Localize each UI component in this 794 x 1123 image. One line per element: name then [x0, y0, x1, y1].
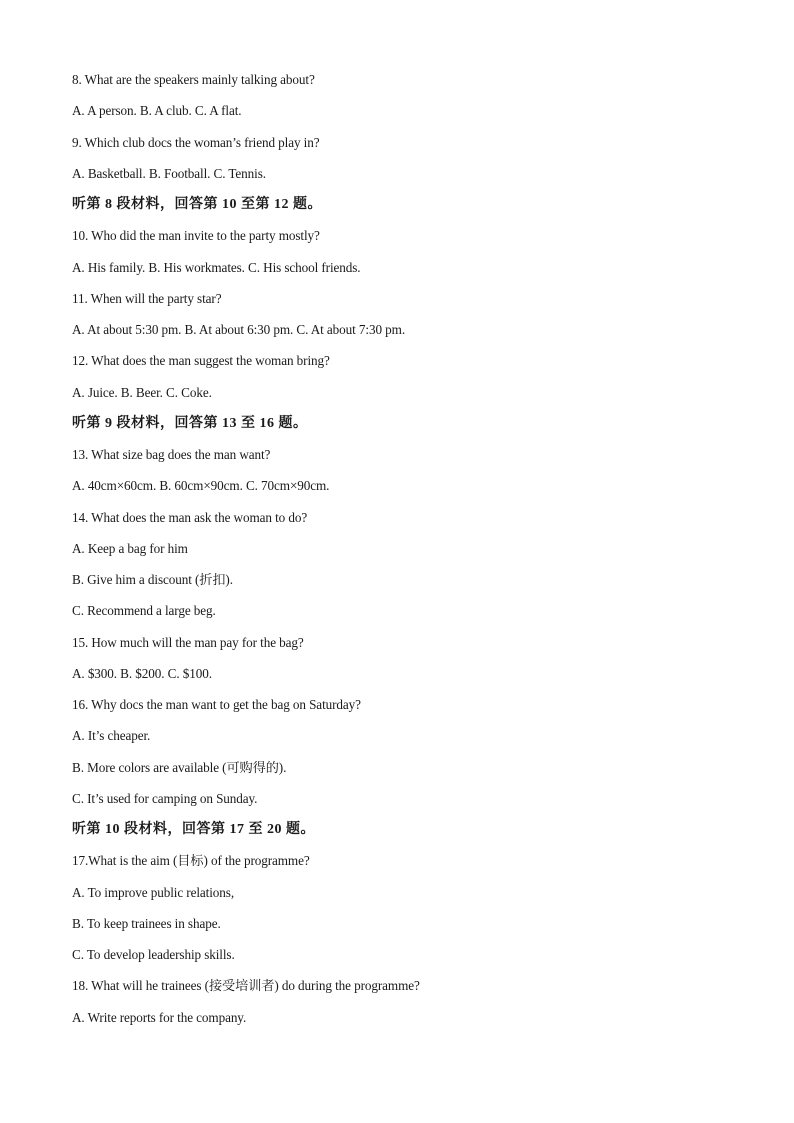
document-page	[72, 64, 732, 1033]
option-16-b: B. More colors are available (可购得的).	[72, 759, 287, 775]
option-16-a: A. It’s cheaper.	[72, 728, 151, 744]
question-17: 17.What is the aim (目标) of the programme?	[72, 853, 310, 869]
question-15: 15. How much will the man pay for the bag?	[72, 634, 304, 650]
options-13: A. 40cm×60cm. B. 60cm×90cm. C. 70cm×90cm.	[72, 478, 330, 494]
options-15: A. $300. B. $200. C. $100.	[72, 665, 212, 681]
section-heading-9: 听第 9 段材料，回答第 13 至 16 题。	[72, 415, 308, 431]
option-14-b: B. Give him a discount (折扣).	[72, 572, 233, 587]
question-10: 10. Who did the man invite to the party mostly?	[72, 228, 320, 244]
option-16-c: C. It’s used for camping on Sunday.	[72, 790, 258, 806]
section-heading-8: 听第 8 段材料，回答第 10 至第 12 题。	[72, 197, 322, 212]
options-10: A. His family. B. His workmates. C. His school friends.	[72, 259, 361, 275]
option-17-b: B. To keep trainees in shape.	[72, 915, 221, 931]
option-17-a: A. To improve public relations,	[72, 884, 235, 900]
section-heading-10: 听第 10 段材料，回答第 17 至 20 题。	[72, 822, 315, 837]
question-11: 11. When will the party star?	[72, 290, 222, 306]
question-16: 16. Why docs the man want to get the bag on Saturday?	[72, 697, 361, 712]
options-12: A. Juice. B. Beer. C. Coke.	[72, 384, 212, 400]
option-14-a: A. Keep a bag for him	[72, 540, 188, 556]
question-18: 18. What will he trainees (接受培训者) do during the programme?	[72, 978, 420, 994]
option-14-c: C. Recommend a large beg.	[72, 603, 216, 619]
options-11: A. At about 5:30 pm. B. At about 6:30 pm. C. At about 7:30 pm.	[72, 322, 406, 337]
question-8: 8. What are the speakers mainly talking about?	[72, 72, 315, 87]
option-17-c: C. To develop leadership skills.	[72, 947, 235, 962]
options-9: A. Basketball. B. Football. C. Tennis.	[72, 165, 266, 181]
options-8: A. A person. B. A club. C. A flat.	[72, 103, 242, 119]
question-9: 9. Which club docs the woman’s friend play in?	[72, 134, 320, 150]
option-18-a: A. Write reports for the company.	[72, 1009, 247, 1025]
question-12: 12. What does the man suggest the woman bring?	[72, 353, 330, 369]
question-14: 14. What does the man ask the woman to do?	[72, 509, 308, 525]
question-13: 13. What size bag does the man want?	[72, 447, 271, 462]
